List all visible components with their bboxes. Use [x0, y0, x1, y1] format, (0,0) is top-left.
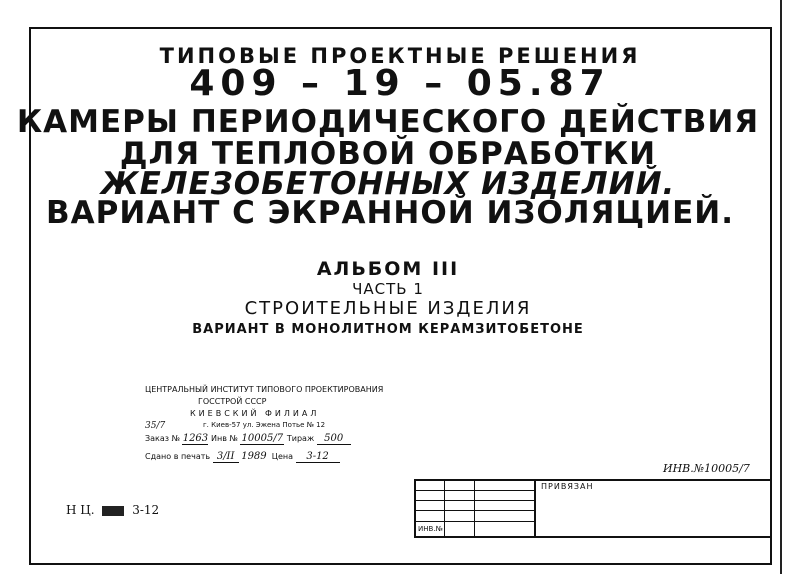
- run-label: Тираж: [286, 434, 315, 443]
- table-row-line: [416, 510, 534, 511]
- binding-label: ПРИВЯЗАН: [541, 482, 594, 491]
- bottom-rule: [414, 536, 772, 538]
- stamp-prefix: Н Ц.: [66, 503, 95, 517]
- imprint-branch: КИЕВСКИЙ ФИЛИАЛ: [190, 409, 320, 418]
- imprint-date-line: [145, 451, 340, 463]
- variant-title: ВАРИАНТ В МОНОЛИТНОМ КЕРАМЗИТОБЕТОНЕ: [192, 322, 584, 337]
- title-line-4: ВАРИАНТ С ЭКРАННОЙ ИЗОЛЯЦИЕЙ.: [45, 195, 735, 231]
- imprint-agency: ГОССТРОЙ СССР: [198, 397, 267, 406]
- ink-smudge: [102, 506, 124, 516]
- imprint-handwritten-number: 35/7: [145, 421, 166, 431]
- table-row-line: [416, 521, 534, 522]
- part-label: ЧАСТЬ 1: [352, 280, 424, 298]
- title-line-1: КАМЕРЫ ПЕРИОДИЧЕСКОГО ДЕЙСТВИЯ: [16, 104, 760, 140]
- print-year: 1989: [241, 451, 267, 462]
- inventory-number: ИНВ.№10005/7: [663, 462, 750, 475]
- run-value: 500: [317, 433, 351, 445]
- order-label: Заказ №: [145, 434, 180, 443]
- album-label: АЛЬБОМ III: [316, 258, 460, 280]
- imprint-order-line: [145, 433, 351, 445]
- price-stamp: [66, 503, 159, 517]
- price-label: Цена: [271, 452, 294, 461]
- imprint-institute: ЦЕНТРАЛЬНЫЙ ИНСТИТУТ ТИПОВОГО ПРОЕКТИРОВАНИЯ: [145, 385, 384, 394]
- order-value: 1263: [182, 433, 209, 444]
- price-value: 3-12: [296, 451, 340, 463]
- table-row-line: [416, 500, 534, 501]
- inv-value: 10005/7: [241, 433, 284, 444]
- project-number: 409 – 19 – 05.87: [189, 63, 611, 104]
- table-row-line: [416, 490, 534, 491]
- print-label: Сдано в печать: [145, 452, 211, 461]
- stamp-price: 3-12: [132, 503, 160, 517]
- inv-label: Инв №: [210, 434, 238, 443]
- print-day: 3/II: [213, 451, 239, 463]
- title-line-3: ЖЕЛЕЗОБЕТОННЫХ ИЗДЕЛИЙ.: [100, 166, 676, 202]
- series-title: ТИПОВЫЕ ПРОЕКТНЫЕ РЕШЕНИЯ: [159, 44, 641, 68]
- table-divider: [534, 481, 536, 536]
- binding-table: [414, 479, 772, 536]
- subject-title: СТРОИТЕЛЬНЫЕ ИЗДЕЛИЯ: [244, 298, 532, 319]
- imprint-address: г. Киев-57 ул. Эжена Потье № 12: [203, 421, 326, 429]
- inv-cell-label: ИНВ.№: [418, 525, 443, 533]
- title-line-2: ДЛЯ ТЕПЛОВОЙ ОБРАБОТКИ: [119, 136, 657, 172]
